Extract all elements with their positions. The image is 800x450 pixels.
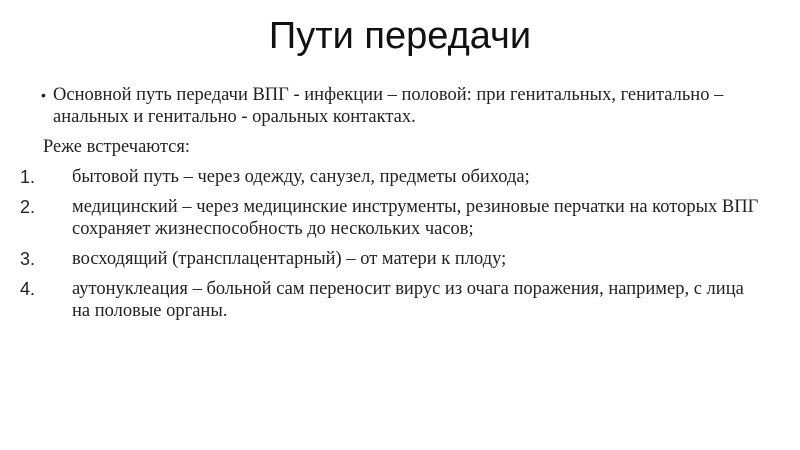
list-item-text: аутонуклеация – больной сам переносит вирус из очага поражения, например, с лица на половые органы. xyxy=(72,279,744,321)
list-number: 2. xyxy=(20,197,36,217)
bullet-text: Основной путь передачи ВПГ - инфекции – половой: при генитальных, генитально – анальных и генитально - оральных контактах. xyxy=(53,85,724,127)
subheading: Реже встречаются: xyxy=(43,137,191,157)
list-item xyxy=(0,196,760,240)
bullet-paragraph xyxy=(0,84,760,128)
slide-content xyxy=(0,84,760,322)
list-number: 1. xyxy=(20,167,36,187)
list-item-text: бытовой путь – через одежду, санузел, предметы обихода; xyxy=(72,167,530,187)
list-item xyxy=(0,278,760,322)
slide-title: Пути передачи xyxy=(268,15,532,57)
bullet-icon: • xyxy=(41,87,46,103)
list-item-text: медицинский – через медицинские инструменты, резиновые перчатки на которых ВПГ сохраняет жизнеспособность до нескольких часов; xyxy=(72,197,759,239)
numbered-list xyxy=(0,166,760,322)
list-number: 3. xyxy=(20,249,36,269)
list-number: 4. xyxy=(20,279,36,299)
list-item xyxy=(0,166,760,188)
list-item-text: восходящий (трансплацентарный) – от матери к плоду; xyxy=(72,249,507,269)
list-item xyxy=(0,248,760,270)
